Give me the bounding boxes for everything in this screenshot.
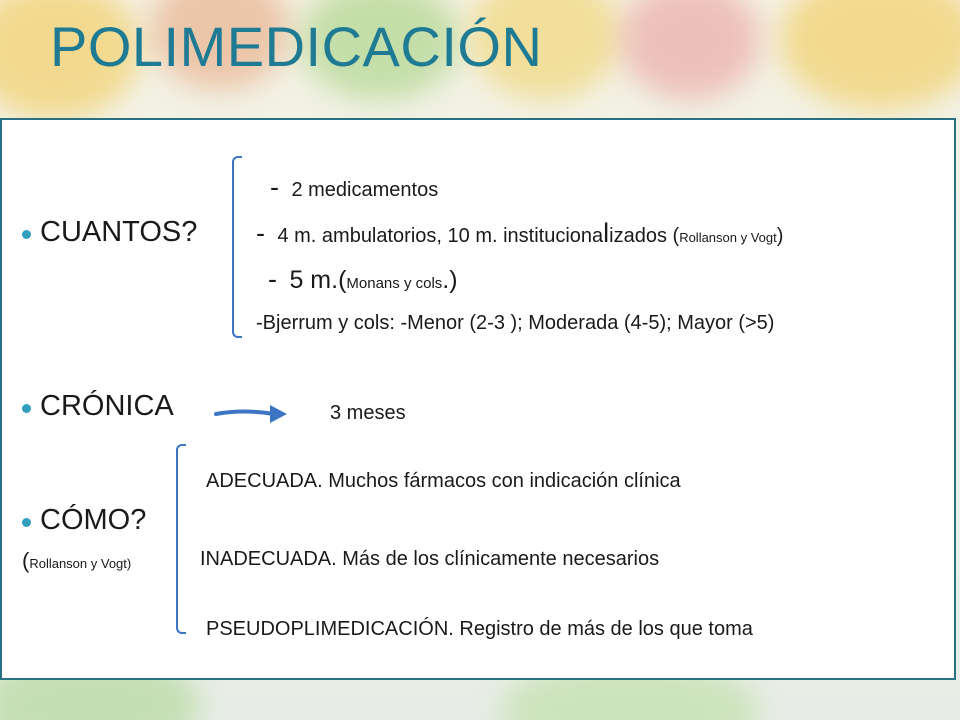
- como-citation-open: (: [22, 548, 30, 573]
- cuantos-item-1-text: 2 medicamentos: [291, 179, 439, 201]
- cuantos-item-2-text: 4 m. ambulatorios, 10 m. instituciona: [277, 225, 604, 247]
- cuantos-item-2: [256, 218, 783, 249]
- cuantos-item-3-text: 5 m.(: [289, 266, 347, 294]
- como-item-adecuada: ADECUADA. Muchos fármacos con indicación clínica: [206, 470, 681, 492]
- cuantos-item-3-close: .): [442, 266, 458, 294]
- cuantos-item-3: [268, 264, 458, 295]
- cronica-label: CRÓNICA: [40, 390, 174, 422]
- como-item-pseudo: PSEUDOPLIMEDICACIÓN. Registro de más de los que toma: [206, 618, 753, 640]
- cuantos-item-3-citation: Monans y cols: [346, 275, 443, 292]
- cuantos-item-2-close: ): [776, 225, 784, 247]
- cuantos-item-2-text-b: izados (: [609, 225, 680, 247]
- dash: -: [270, 172, 279, 202]
- como-citation: [22, 548, 131, 574]
- decorative-blob: [620, 0, 760, 100]
- cronica-value: 3 meses: [330, 402, 406, 424]
- cuantos-item-4: -Bjerrum y cols: -Menor (2-3 ); Moderada (4-5); Mayor (>5): [256, 312, 775, 334]
- cuantos-item-2-citation: Rollanson y Vogt: [679, 230, 777, 245]
- cuantos-item-2-letter: l: [603, 218, 610, 248]
- cuantos-bracket: [232, 156, 242, 338]
- como-item-inadecuada: INADECUADA. Más de los clínicamente necesarios: [200, 548, 660, 570]
- dash: -: [256, 218, 265, 248]
- cuantos-item-1: [270, 172, 438, 203]
- como-label: CÓMO?: [40, 504, 147, 536]
- arrow-right-icon: [214, 402, 290, 426]
- dash: -: [268, 264, 277, 294]
- bullet-icon: [22, 404, 31, 413]
- bullet-icon: [22, 518, 31, 527]
- como-bracket: [176, 444, 186, 634]
- como-citation-text: Rollanson y Vogt): [29, 556, 132, 571]
- bullet-icon: [22, 230, 31, 239]
- cuantos-label: CUANTOS?: [40, 216, 198, 248]
- slide-title: POLIMEDICACIÓN: [50, 15, 543, 78]
- decorative-blob: [780, 0, 960, 110]
